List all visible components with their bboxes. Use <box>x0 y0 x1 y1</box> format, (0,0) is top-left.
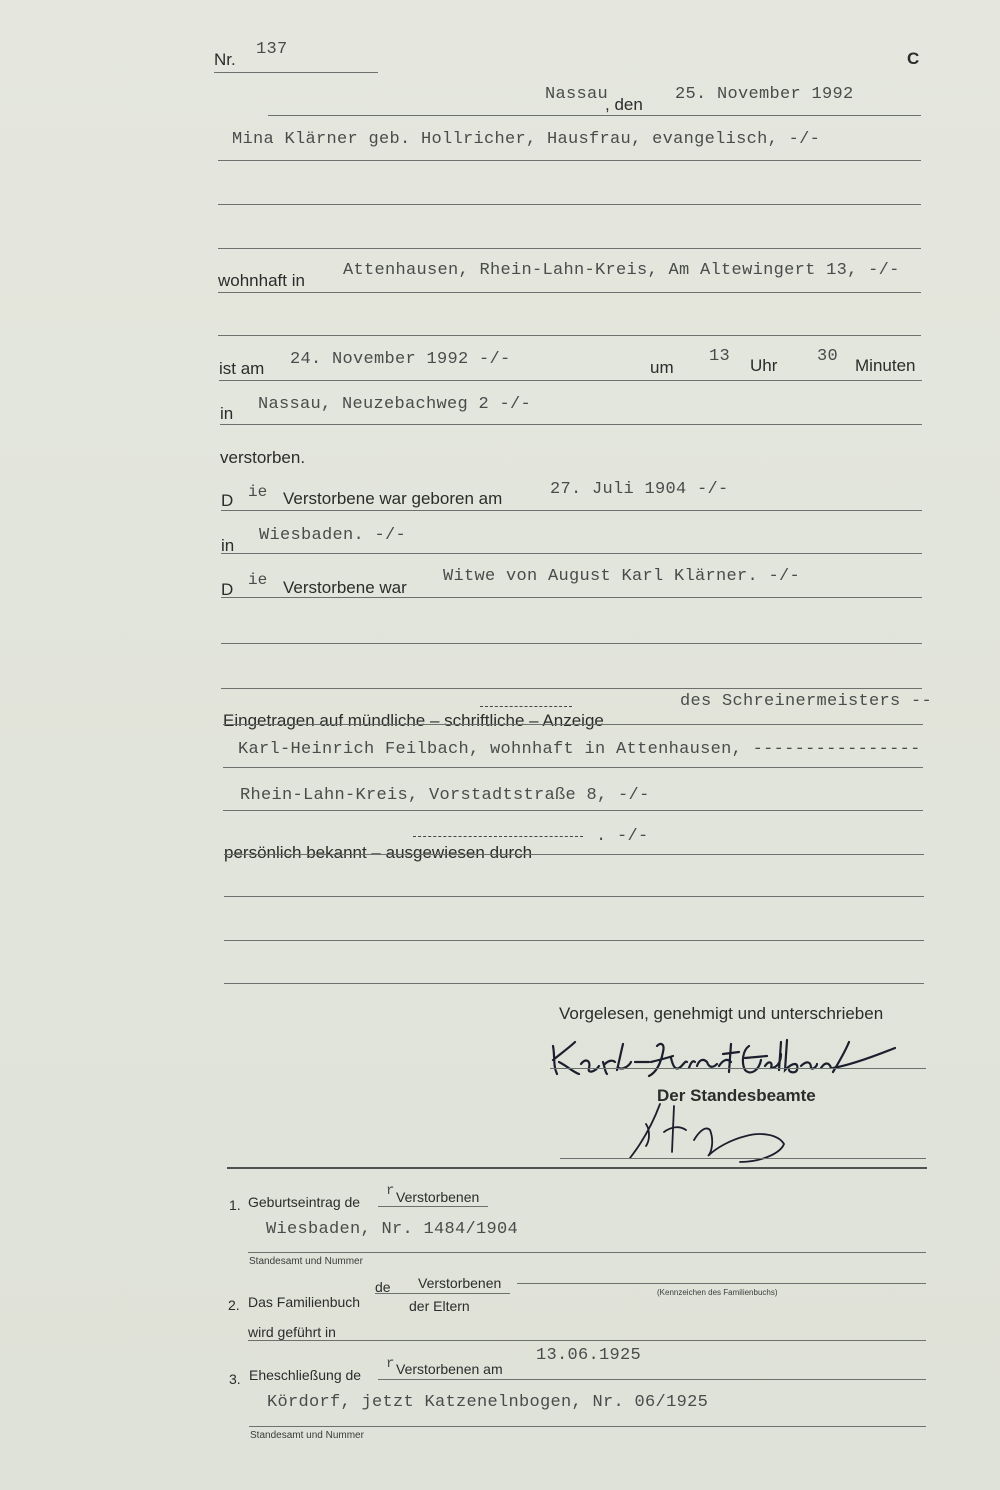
rule <box>218 335 921 336</box>
note1-value: Wiesbaden, Nr. 1484/1904 <box>266 1220 519 1239</box>
note2-label: Das Familienbuch <box>248 1294 361 1310</box>
note1-sup: r <box>386 1183 395 1199</box>
separator <box>227 1167 927 1169</box>
rule <box>219 380 922 381</box>
note3-date: 13.06.1925 <box>536 1346 642 1365</box>
registration-line3: Rhein-Lahn-Kreis, Vorstadtstraße 8, -/- <box>240 786 650 805</box>
hour: 13 <box>709 347 731 366</box>
rule <box>378 1379 926 1380</box>
status-label: Verstorbene war <box>283 578 407 597</box>
ist-am-label: ist am <box>219 359 265 378</box>
birth-in-label: in <box>221 536 235 555</box>
note1-label: Geburtseintrag de <box>248 1194 361 1210</box>
rule <box>218 248 921 249</box>
den-label: , den <box>605 95 643 114</box>
rule <box>375 1293 510 1294</box>
rule <box>223 810 923 811</box>
note2-option-deceased: Verstorbenen <box>418 1275 502 1291</box>
wohnhaft-label: wohnhaft in <box>218 271 305 290</box>
rule <box>221 553 922 554</box>
date: 25. November 1992 <box>675 85 854 104</box>
note3-label2: Verstorbenen am <box>396 1361 503 1377</box>
note2-number: 2. <box>228 1297 240 1313</box>
strike-mark <box>413 836 583 837</box>
known-label: persönlich bekannt – ausgewiesen durch <box>224 843 533 862</box>
note2-de: de <box>375 1279 391 1295</box>
verstorben-label: verstorben. <box>220 448 306 467</box>
birth-date: 27. Juli 1904 -/- <box>550 480 729 499</box>
note3-label: Eheschließung de <box>249 1367 362 1383</box>
status-suffix: ie <box>248 571 268 589</box>
rule <box>249 1426 926 1427</box>
minuten-label: Minuten <box>855 356 916 375</box>
note2-label2: wird geführt in <box>248 1324 336 1340</box>
rule <box>218 160 921 161</box>
registrar-signature-line <box>560 1158 926 1159</box>
note3-sup: r <box>386 1356 395 1372</box>
rule <box>378 1206 488 1207</box>
rule <box>224 940 924 941</box>
informant-signature <box>545 1032 905 1082</box>
note1-number: 1. <box>229 1197 241 1213</box>
rule <box>221 510 922 511</box>
nr-line <box>214 72 378 73</box>
note2-option-parents: der Eltern <box>409 1298 470 1314</box>
registration-line2: Karl-Heinrich Feilbach, wohnhaft in Attenhausen, ---------------- <box>238 740 921 759</box>
read-approved-label: Vorgelesen, genehmigt und unterschrieben <box>559 1004 884 1023</box>
birth-place: Wiesbaden. -/- <box>259 526 407 545</box>
rule <box>223 724 923 725</box>
rule <box>224 896 924 897</box>
rule <box>221 688 922 689</box>
note2-kennzeichen: (Kennzeichen des Familienbuchs) <box>657 1288 778 1297</box>
rule <box>517 1283 926 1284</box>
registration-line1: des Schreinermeisters -- <box>680 692 933 711</box>
note1-label2: Verstorbenen <box>396 1189 480 1205</box>
address: Attenhausen, Rhein-Lahn-Kreis, Am Altewingert 13, -/- <box>343 261 900 280</box>
death-place: Nassau, Neuzebachweg 2 -/- <box>258 395 532 414</box>
status-value: Witwe von August Karl Klärner. -/- <box>443 567 801 586</box>
rule <box>221 597 922 598</box>
rule <box>221 643 922 644</box>
rule <box>224 854 924 855</box>
registrar-signature <box>620 1100 800 1170</box>
status-prefix: D <box>221 580 234 599</box>
date-line <box>268 115 921 116</box>
rule <box>220 424 922 425</box>
registration-label: Eingetragen auf mündliche – schriftliche – Anzeige <box>223 711 604 730</box>
rule <box>224 983 924 984</box>
uhr-label: Uhr <box>750 356 778 375</box>
entry-number: 137 <box>256 40 288 59</box>
minutes: 30 <box>817 347 839 366</box>
informant-signature-line <box>550 1068 926 1069</box>
nr-label: Nr. <box>214 50 236 69</box>
known-value: . -/- <box>596 827 649 846</box>
deceased-name: Mina Klärner geb. Hollricher, Hausfrau, evangelisch, -/- <box>232 130 821 149</box>
born-prefix: D <box>221 491 234 510</box>
rule <box>223 767 923 768</box>
note1-caption: Standesamt und Nummer <box>249 1256 363 1267</box>
place: Nassau <box>545 85 609 104</box>
um-label: um <box>650 358 674 377</box>
note3-number: 3. <box>229 1371 241 1387</box>
rule <box>248 1252 926 1253</box>
corner-letter: C <box>907 49 920 68</box>
rule <box>248 1340 926 1341</box>
rule <box>218 204 921 205</box>
strike-mark <box>480 706 572 707</box>
death-date: 24. November 1992 -/- <box>290 350 511 369</box>
in-label: in <box>220 404 234 423</box>
note3-value: Kördorf, jetzt Katzenelnbogen, Nr. 06/1925 <box>267 1393 709 1412</box>
registrar-label: Der Standesbeamte <box>657 1086 816 1105</box>
born-suffix: ie <box>248 483 268 501</box>
born-label: Verstorbene war geboren am <box>283 489 503 508</box>
note3-caption: Standesamt und Nummer <box>250 1430 364 1441</box>
rule <box>218 292 921 293</box>
